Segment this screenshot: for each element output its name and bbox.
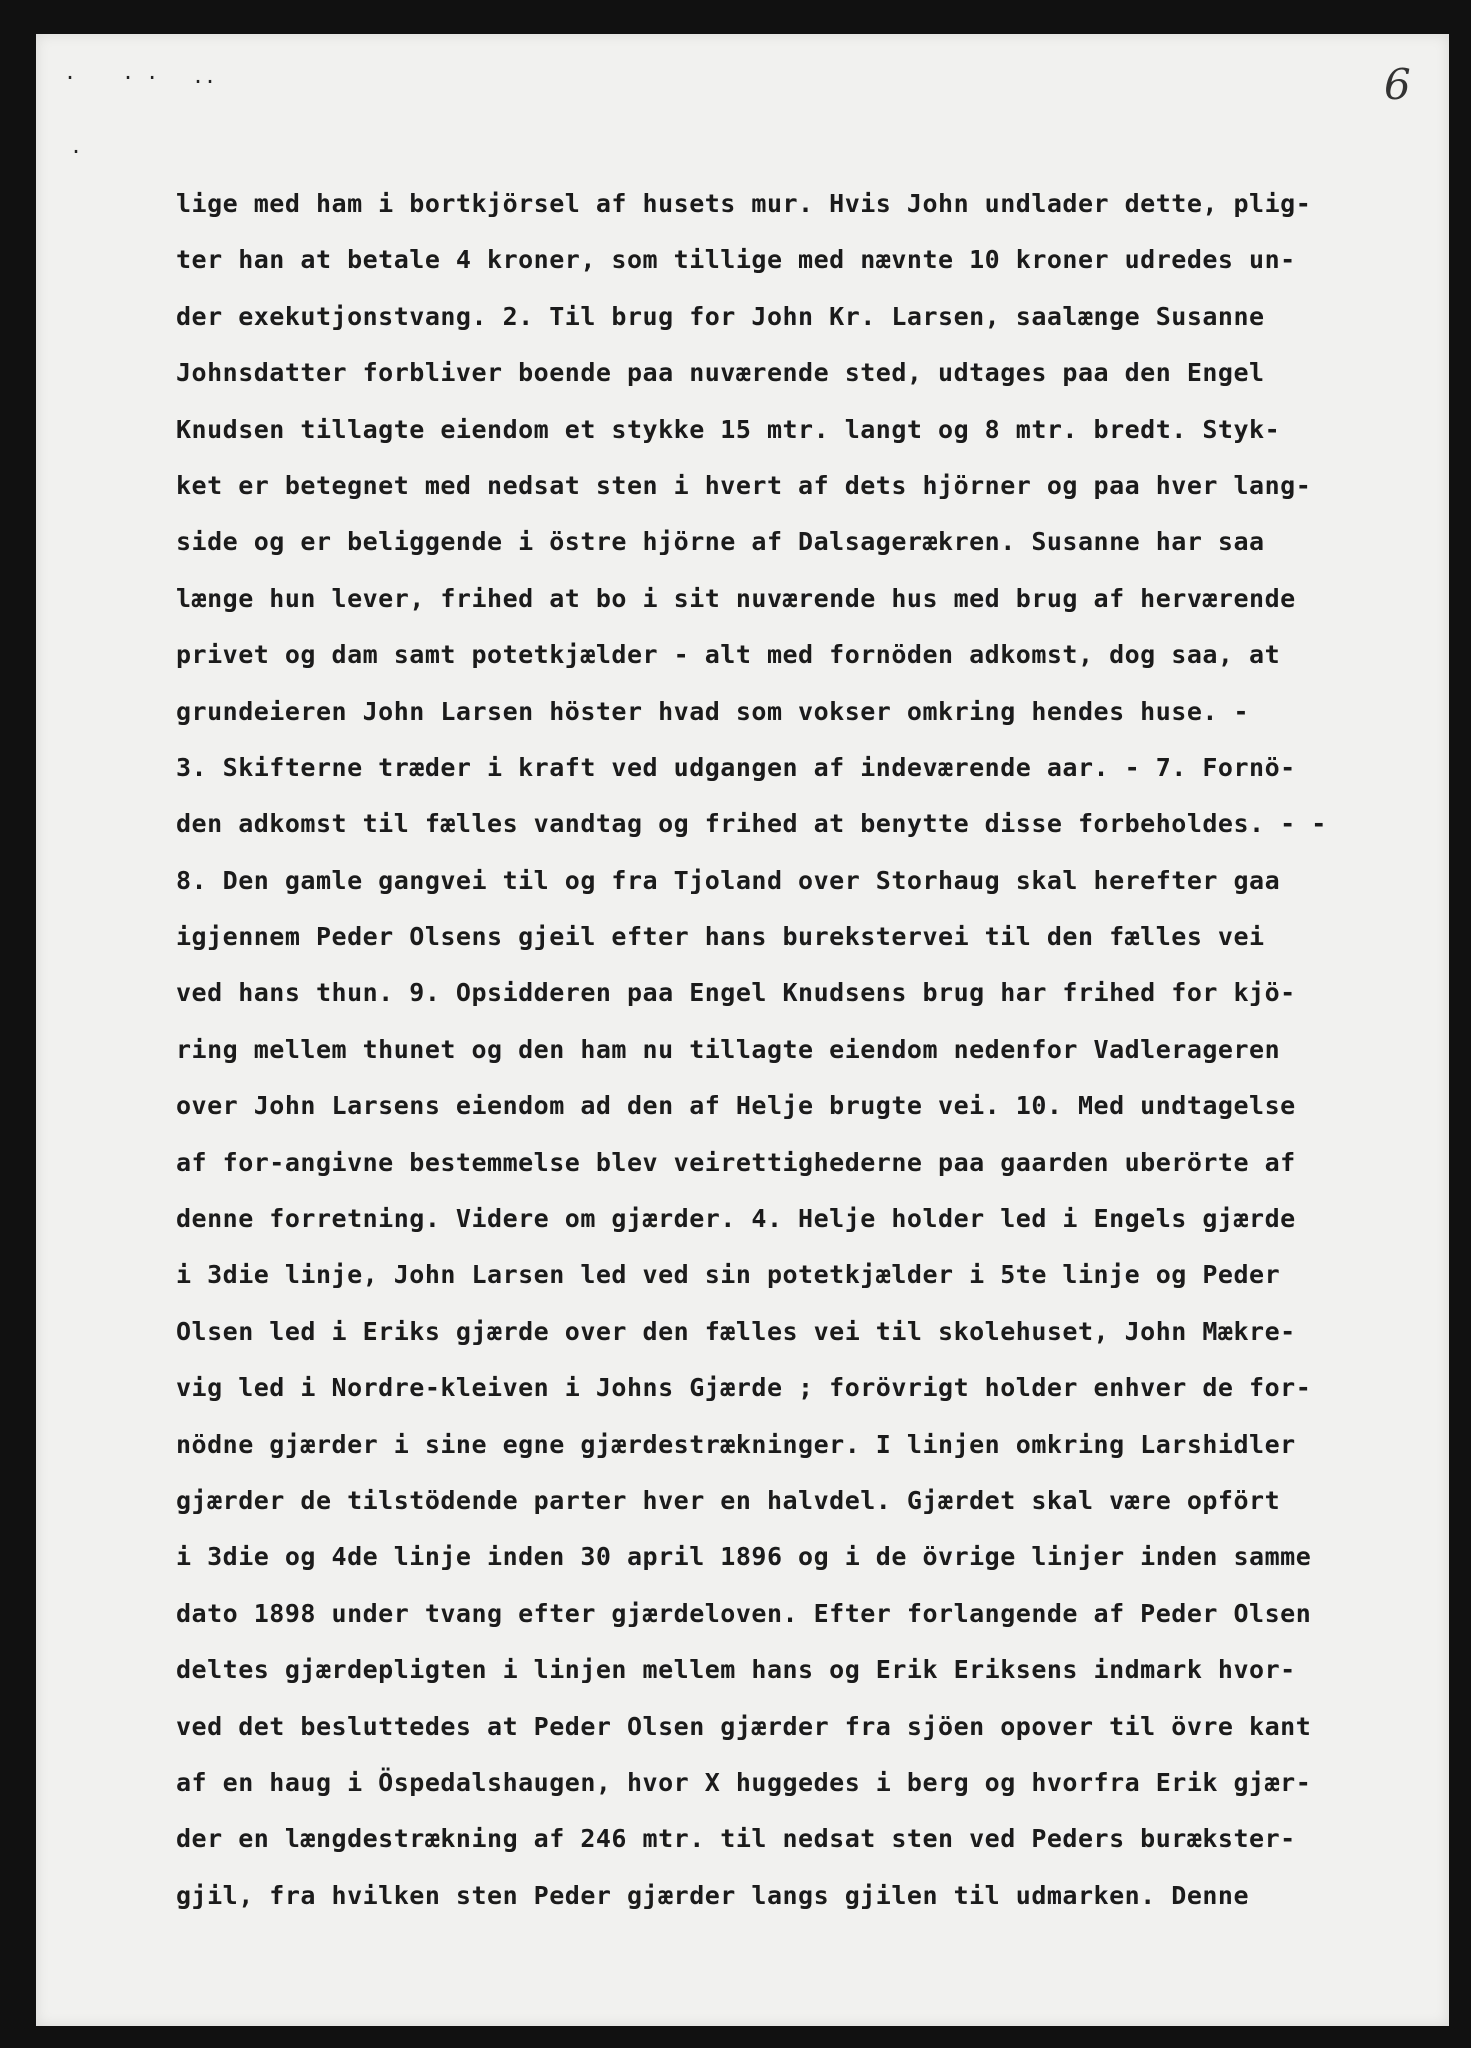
text-line: privet og dam samt potetkjælder - alt med fornöden adkomst, dog saa, at [176, 640, 1281, 670]
text-line: 3. Skifterne træder i kraft ved udgangen af indeværende aar. - 7. Fornö- [176, 752, 1296, 782]
corner-mark: . . [122, 60, 159, 84]
text-line: gjil, fra hvilken sten Peder gjærder langs gjilen til udmarken. Denne [176, 1880, 1250, 1910]
text-line: 8. Den gamle gangvei til og fra Tjoland over Storhaug skal herefter gaa [176, 865, 1281, 895]
text-line: grundeieren John Larsen höster hvad som vokser omkring hendes huse. - [176, 696, 1250, 726]
typed-text-body [176, 176, 1451, 1924]
corner-mark: . [64, 60, 77, 84]
text-line: ved det besluttedes at Peder Olsen gjærder fra sjöen opover til övre kant [176, 1711, 1312, 1741]
text-line: den adkomst til fælles vandtag og frihed at benytte disse forbeholdes. - - [176, 809, 1327, 839]
text-line: Knudsen tillagte eiendom et stykke 15 mtr. langt og 8 mtr. bredt. Styk- [176, 414, 1281, 444]
text-line: af for-angivne bestemmelse blev veirettighederne paa gaarden uberörte af [176, 1147, 1296, 1177]
text-line: længe hun lever, frihed at bo i sit nuværende hus med brug af herværende [176, 583, 1296, 613]
text-line: i 3die linje, John Larsen led ved sin potetkjælder i 5te linje og Peder [176, 1260, 1281, 1290]
text-line: over John Larsens eiendom ad den af Helje brugte vei. 10. Med undtagelse [176, 1091, 1296, 1121]
text-line: der exekutjonstvang. 2. Til brug for John Kr. Larsen, saalænge Susanne [176, 301, 1265, 331]
text-line: side og er beliggende i östre hjörne af Dalsagerækren. Susanne har saa [176, 527, 1265, 557]
text-line: ter han at betale 4 kroner, som tillige med nævnte 10 kroner udredes un- [176, 245, 1296, 275]
document-page [36, 34, 1449, 2026]
text-line: gjærder de tilstödende parter hver en halvdel. Gjærdet skal være opfört [176, 1485, 1281, 1515]
page-number: 6 [1384, 60, 1411, 109]
text-line: Johnsdatter forbliver boende paa nuværende sted, udtages paa den Engel [176, 358, 1265, 388]
text-line: der en længdestrækning af 246 mtr. til nedsat sten ved Peders burækster- [176, 1824, 1296, 1854]
text-line: nödne gjærder i sine egne gjærdestrækninger. I linjen omkring Larshidler [176, 1429, 1296, 1459]
text-line: i 3die og 4de linje inden 30 april 1896 og i de övrige linjer inden samme [176, 1542, 1312, 1572]
corner-mark: .. [192, 64, 217, 88]
corner-mark: . [70, 134, 83, 158]
text-line: lige med ham i bortkjörsel af husets mur. Hvis John undlader dette, plig- [176, 189, 1312, 218]
text-line: af en haug i Öspedalshaugen, hvor X huggedes i berg og hvorfra Erik gjær- [176, 1767, 1312, 1797]
text-line: igjennem Peder Olsens gjeil efter hans burekstervei til den fælles vei [176, 922, 1265, 952]
text-line: vig led i Nordre-kleiven i Johns Gjærde ; forövrigt holder enhver de for- [176, 1373, 1312, 1403]
text-line: dato 1898 under tvang efter gjærdeloven. Efter forlangende af Peder Olsen [176, 1598, 1312, 1628]
text-line: Olsen led i Eriks gjærde over den fælles vei til skolehuset, John Mækre- [176, 1316, 1296, 1346]
text-line: ring mellem thunet og den ham nu tillagte eiendom nedenfor Vadlerageren [176, 1034, 1281, 1064]
text-line: ket er betegnet med nedsat sten i hvert af dets hjörner og paa hver lang- [176, 470, 1312, 500]
text-line: denne forretning. Videre om gjærder. 4. Helje holder led i Engels gjærde [176, 1204, 1296, 1234]
text-line: ved hans thun. 9. Opsidderen paa Engel Knudsens brug har frihed for kjö- [176, 978, 1296, 1008]
text-line: deltes gjærdepligten i linjen mellem hans og Erik Eriksens indmark hvor- [176, 1655, 1296, 1685]
corner-marks [62, 58, 262, 168]
